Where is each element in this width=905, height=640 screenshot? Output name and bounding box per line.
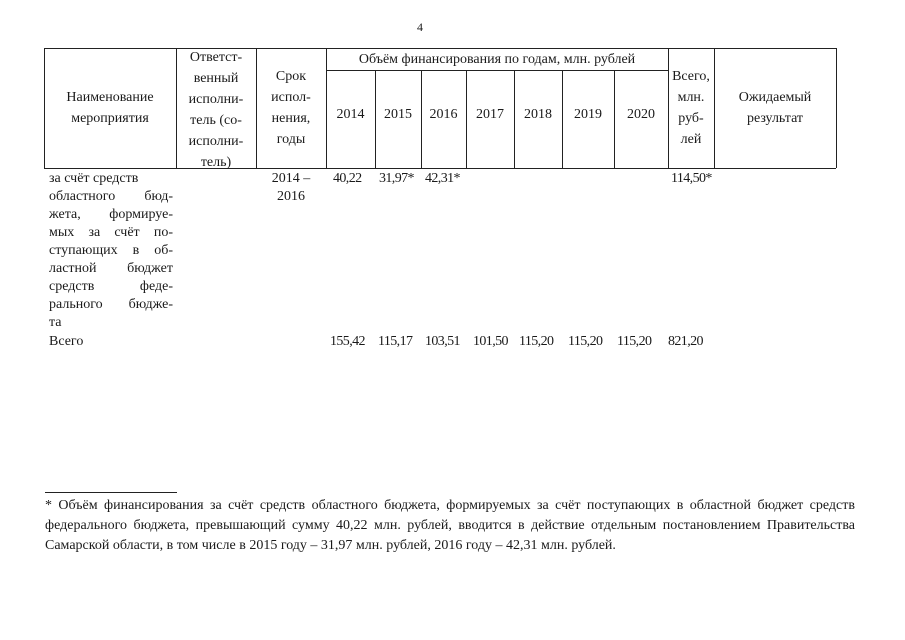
year-2019: 2019 — [574, 107, 602, 122]
page-number: 4 — [417, 20, 423, 34]
row-2-2017: 101,50 — [473, 334, 508, 349]
row-1-2014: 40,22 — [333, 171, 362, 186]
header-name: Наименование мероприятия — [66, 90, 154, 126]
row-2-2019: 115,20 — [568, 334, 603, 349]
col-divider — [836, 48, 837, 168]
row-2-2016: 103,51 — [425, 334, 460, 349]
header-executor: Ответст- венный исполни- тель (со- исполни- тель) — [188, 50, 244, 170]
row-2-2018: 115,20 — [519, 334, 554, 349]
year-2015: 2015 — [384, 107, 412, 122]
row-2-2015: 115,17 — [378, 334, 413, 349]
row-2-name: Всего — [49, 334, 84, 349]
year-2014: 2014 — [336, 107, 365, 122]
row-1-term: 2014 – 2016 — [271, 171, 311, 204]
row-1-2015: 31,97* — [379, 171, 414, 186]
header-result: Ожидаемый результат — [738, 90, 812, 126]
row-2-2020: 115,20 — [617, 334, 652, 349]
footnote: * Объём финансирования за счёт средств областного бюджета, формируемых за счёт поступающих в областной бюджет средств федерального бюджета, превышающий сумму 40,22 млн. рублей, вводится в действие отдельным постановлением Правительства Самарской области, в том числе в 2015 году – 31,97 млн. рублей, 2016 году – 42,31 млн. рублей. — [45, 498, 855, 553]
year-2017: 2017 — [476, 107, 504, 122]
row-2-2014: 155,42 — [330, 334, 365, 349]
header-term: Срок испол- нения, годы — [271, 69, 311, 147]
row-1-2016: 42,31* — [425, 171, 460, 186]
footnote-separator — [45, 492, 177, 493]
table-header — [44, 48, 836, 168]
row-1-total: 114,50* — [671, 171, 712, 186]
header-total: Всего, млн. руб- лей — [672, 69, 710, 147]
year-2018: 2018 — [524, 107, 552, 122]
funding-subheader-border — [326, 70, 668, 71]
year-2020: 2020 — [627, 107, 655, 122]
row-1-name: за счёт средств областного бюд- жета, формируе- мых за счёт по- ступающих в об- ластной бюджет средств феде- рального бюдже- та — [49, 171, 173, 330]
header-bottom-border — [44, 168, 836, 169]
header-funding: Объём финансирования по годам, млн. рублей — [358, 52, 636, 67]
year-2016: 2016 — [429, 107, 458, 122]
row-2-total: 821,20 — [668, 334, 703, 349]
